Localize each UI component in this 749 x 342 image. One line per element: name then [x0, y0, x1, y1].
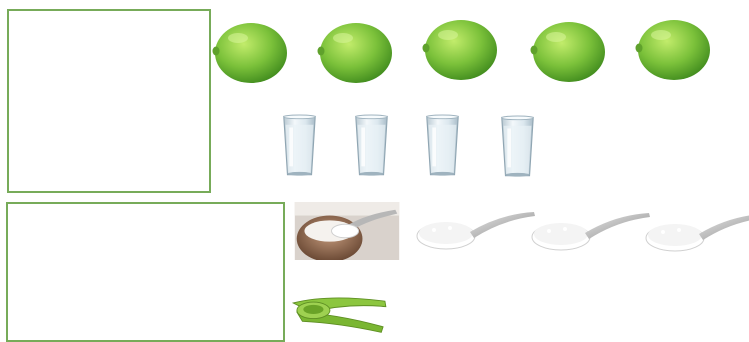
lime-icon	[209, 20, 291, 86]
water-glass-icon	[499, 113, 536, 181]
water-glass-icon	[424, 112, 461, 180]
sugar-bowl-icon	[293, 202, 401, 260]
water-glass-icon	[281, 112, 318, 180]
answer-box-top[interactable]	[7, 9, 211, 193]
water-glass-icon	[353, 112, 390, 180]
sugar-spoon-icon	[531, 209, 651, 253]
lime-icon	[314, 20, 396, 86]
sugar-spoon-icon	[645, 210, 749, 254]
lime-icon	[527, 19, 609, 85]
sugar-spoon-icon	[416, 208, 536, 252]
answer-box-bottom[interactable]	[6, 202, 285, 342]
lime-icon	[419, 17, 501, 83]
lemon-squeezer-icon	[287, 292, 393, 336]
lime-icon	[632, 17, 714, 83]
